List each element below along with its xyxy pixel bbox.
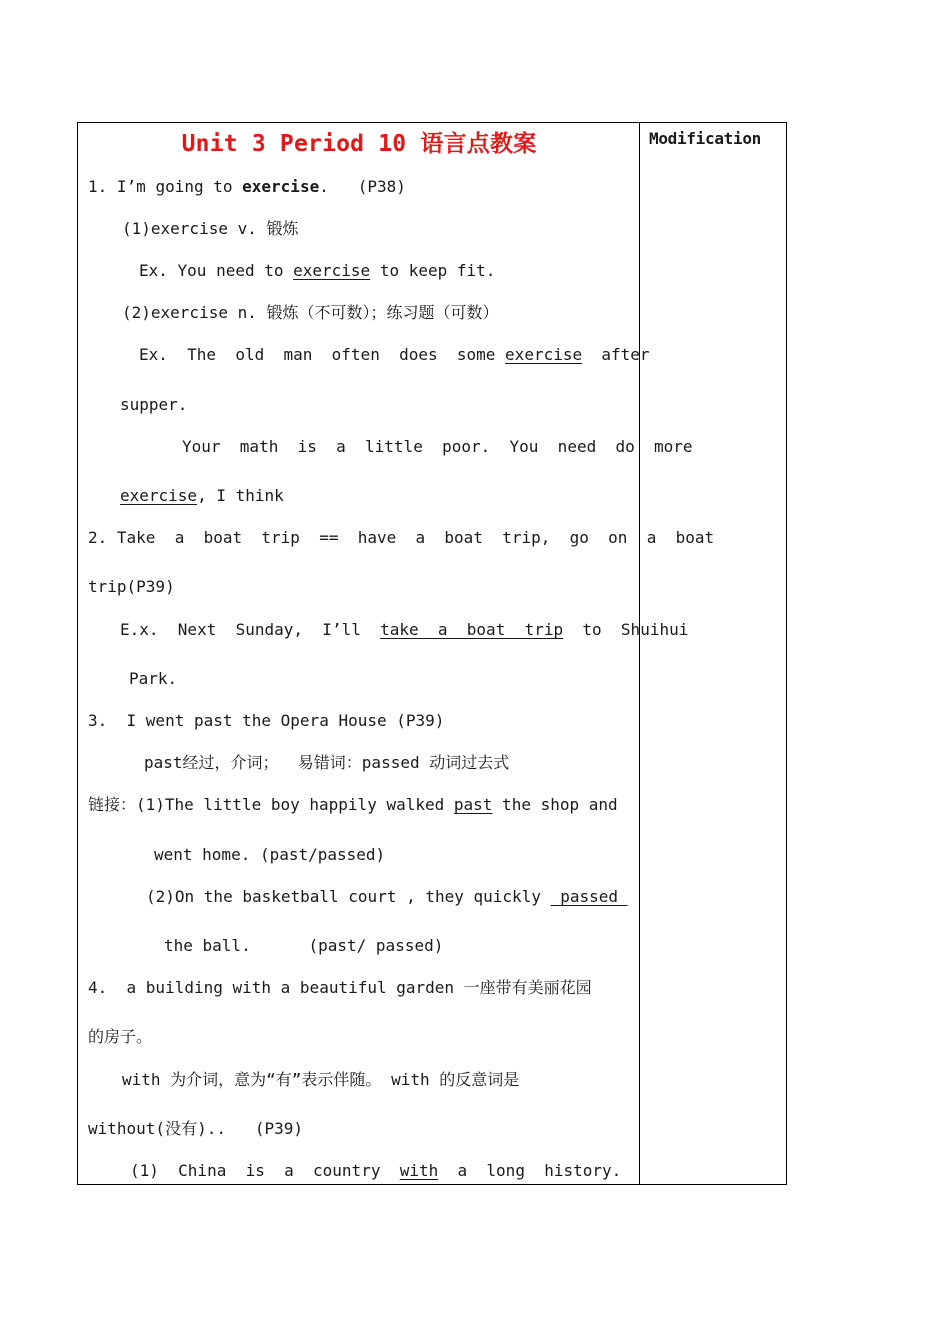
item-2-example bbox=[120, 620, 688, 640]
example-text: 链接：(1)The little boy happily walked bbox=[88, 795, 454, 814]
modification-header: Modification bbox=[649, 129, 761, 148]
example-text: (1) China is a country bbox=[130, 1161, 400, 1180]
underlined-answer: with bbox=[399, 1161, 439, 1180]
example-text: to Shuihui bbox=[563, 620, 689, 639]
item-3-link-1-cont: went home. (past/passed) bbox=[154, 845, 386, 864]
item-4-heading: 4. a building with a beautiful garden 一座带有美丽花园 bbox=[88, 978, 592, 997]
example-text: , I think bbox=[197, 486, 284, 505]
item-1-sense-1: (1)exercise v. 锻炼 bbox=[122, 219, 299, 238]
example-text: E.x. Next Sunday, I’ll bbox=[120, 620, 381, 639]
item-3-heading: 3. I went past the Opera House (P39) bbox=[88, 711, 445, 730]
item-1-example-2 bbox=[139, 345, 650, 365]
lesson-table bbox=[77, 122, 787, 1185]
modification-column bbox=[640, 123, 786, 1184]
item-4-example bbox=[130, 1161, 621, 1181]
underlined-answer: take a boat trip bbox=[380, 620, 564, 639]
underlined-answer: exercise bbox=[120, 486, 198, 505]
item-2-heading: 2. Take a boat trip == have a boat trip, go on a boat bbox=[88, 528, 715, 547]
example-text: after bbox=[582, 345, 650, 364]
item-1-example-2-cont: supper. bbox=[120, 395, 188, 414]
item-4-heading-cont: 的房子。 bbox=[88, 1027, 153, 1046]
page-title: Unit 3 Period 10 语言点教案 bbox=[181, 131, 537, 157]
example-text: a long history. bbox=[438, 1161, 622, 1180]
item-1-example-3: Your math is a little poor. You need do more bbox=[182, 437, 693, 456]
item-3-link-2-cont: the ball. (past/ passed) bbox=[164, 936, 444, 955]
underlined-answer: passed bbox=[550, 887, 628, 906]
item-4-note-cont: without(没有).. (P39) bbox=[88, 1119, 304, 1138]
item-4-note: with 为介词，意为“有”表示伴随。 with 的反意词是 bbox=[122, 1070, 520, 1089]
example-text: the shop and bbox=[492, 795, 618, 814]
item-2-heading-cont: trip(P39) bbox=[88, 577, 175, 596]
example-text: Ex. The old man often does some bbox=[139, 345, 506, 364]
item-3-note: past经过，介词； 易错词：passed 动词过去式 bbox=[144, 753, 510, 772]
item-1-ref: . (P38) bbox=[319, 177, 406, 196]
item-3-link-1 bbox=[88, 795, 618, 815]
item-1-example-1 bbox=[139, 261, 495, 281]
underlined-answer: exercise bbox=[293, 261, 371, 280]
item-1-sense-2: (2)exercise n. 锻炼（不可数）；练习题（可数） bbox=[122, 303, 499, 322]
underlined-answer: past bbox=[453, 795, 493, 814]
item-1-keyword: exercise bbox=[242, 177, 320, 196]
item-1-text: I’m going to bbox=[116, 177, 243, 196]
item-3-link-2 bbox=[146, 887, 628, 907]
item-1-number: 1. bbox=[88, 177, 108, 196]
example-text: Ex. You need to bbox=[139, 261, 294, 280]
underlined-answer: exercise bbox=[505, 345, 583, 364]
example-text: (2)On the basketball court , they quickly bbox=[146, 887, 551, 906]
example-text: to keep fit. bbox=[370, 261, 496, 280]
item-2-example-cont: Park. bbox=[129, 669, 178, 688]
item-1-heading bbox=[88, 177, 406, 197]
item-1-example-3-cont bbox=[120, 486, 284, 506]
